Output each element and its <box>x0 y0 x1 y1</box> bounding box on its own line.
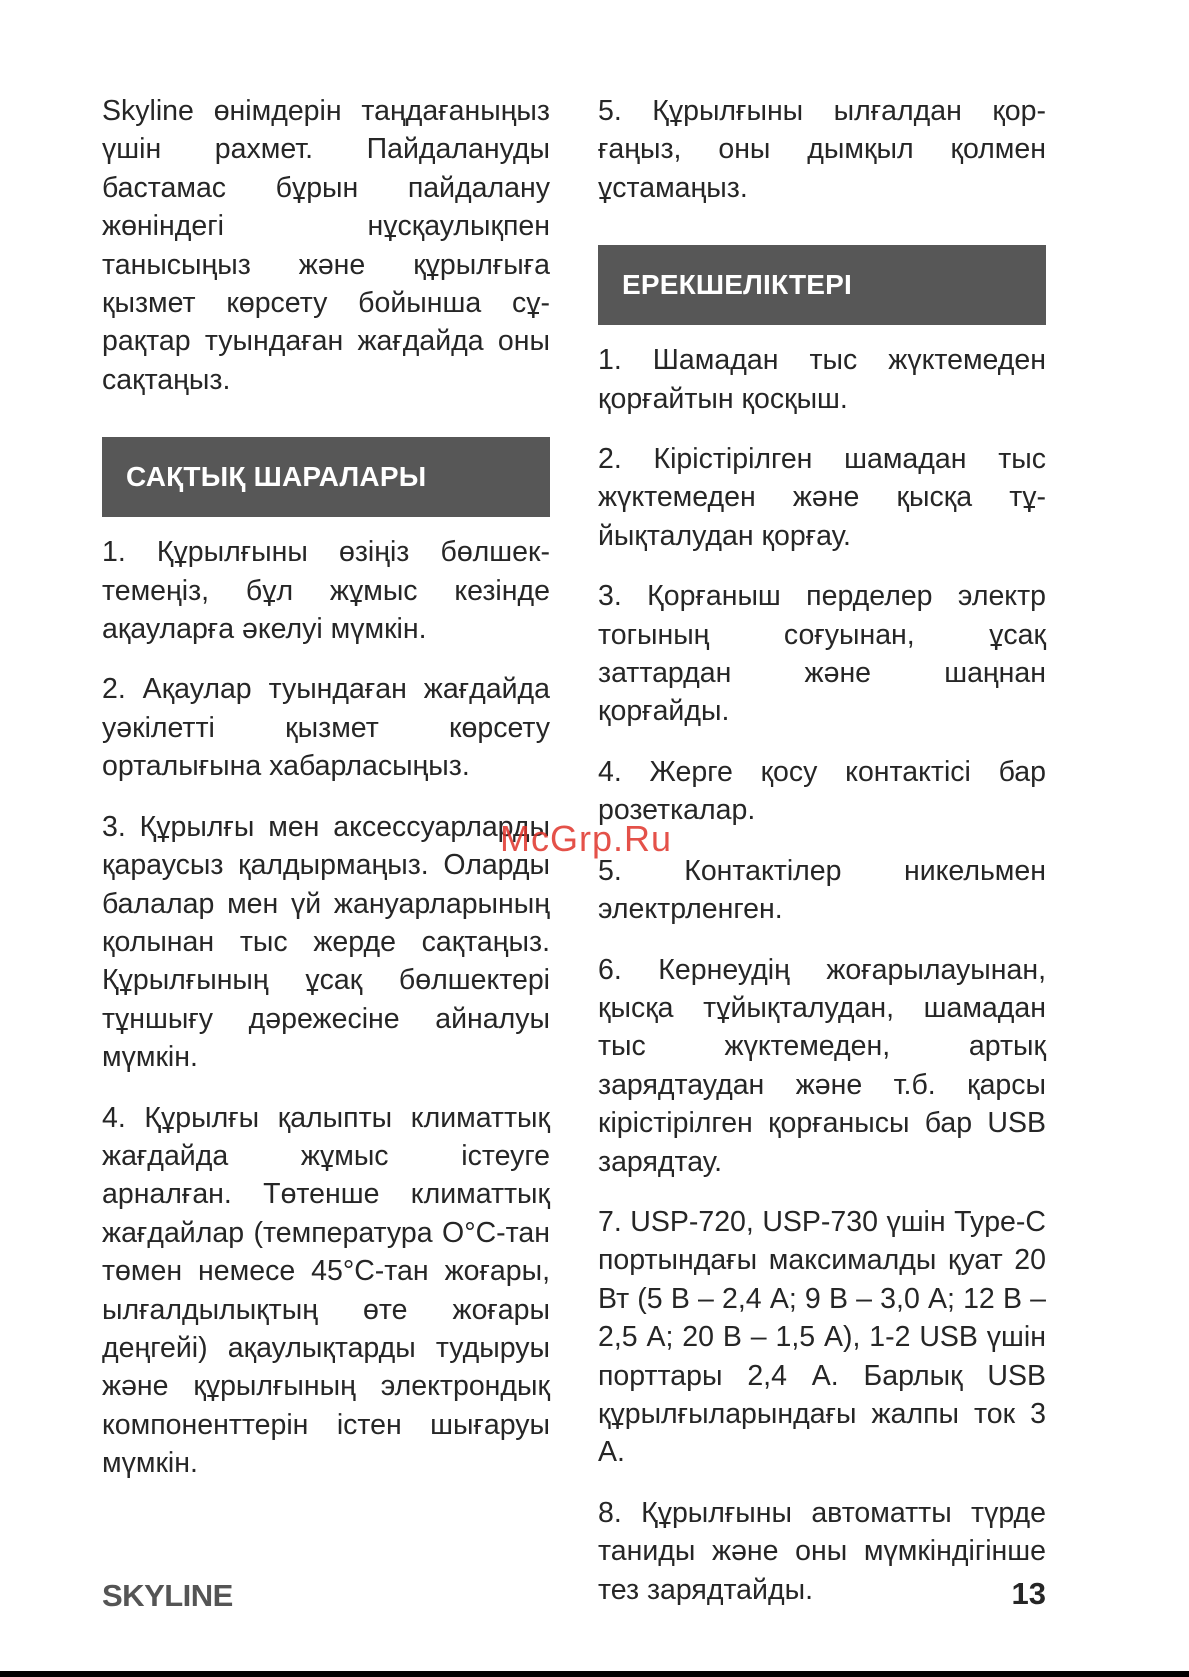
feature-item-7: 7. USP-720, USP-730 үшін Type-C портындағы максималды қуат 20 Вт (5 В – 2,4 А; 9 В – 3,0 А; 12 В – 2,5 А; 20 В – 1,5 А), 1-2 USB үшін порттары 2,4 А. Барлық USB құрылғыларындағы жалпы ток 3 А. <box>598 1205 1046 1469</box>
right-column <box>598 92 1046 1631</box>
safety-item-1: 1. Құрылғыны өзіңіз бөлшектемеңіз, бұл жұмыс кезінде ақауларға әкелуі мүмкін. <box>102 536 550 646</box>
feature-item-1: 1. Шамадан тыс жүктемеден қорғайтын қосқыш. <box>598 344 1046 415</box>
feature-item-3: 3. Қорғаныш перделер электр тогының соғуынан, ұсақ заттардан және шаңнан қорғайды. <box>598 580 1046 728</box>
bottom-border <box>0 1671 1189 1677</box>
safety-item-5: 5. Құрылғыны ылғалдан қорғаңыз, оны дымқыл қолмен ұстамаңыз. <box>598 95 1046 204</box>
feature-item-5: 5. Контактілер никельмен электрленген. <box>598 854 1046 926</box>
safety-item-2: 2. Ақаулар туындаған жағдайда уәкілетті қызмет көрсету орталығына хабарласыңыз. <box>102 673 550 783</box>
safety-item-3: 3. Құрылғы мен аксессуарларды қараусыз қалдырмаңыз. Оларды балалар мен үй жануарларының қолынан тыс жерде сақтаңыз. Құрылғының ұсақ бөлшектері тұншығу дәрежесіне айналуы мүмкін. <box>102 810 550 1074</box>
feature-item-8: 8. Құрылғыны автоматты түрде таниды және оны мүмкіндігінше тез зарядтайды. <box>598 1496 1046 1606</box>
feature-item-6: 6. Кернеудің жоғарылауынан, қысқа тұйықталудан, шамадан тыс жүктемеден, артық зарядтаудан және т.б. қарсы кірістірілген қорғанысы бар USB зарядтау. <box>598 953 1046 1178</box>
brand-logo: SKYLINE <box>102 1578 233 1613</box>
intro-paragraph: Skyline өнімдерін таңдағаныңыз үшін рахмет. Пайдалануды бастамас бұрын пайдалану жөніндегі нұсқаулықпен танысыңыз және құрылғыға қызмет көрсету бойынша сұрақтар туындаған жағдайда оны сақтаңыз. <box>102 95 550 396</box>
safety-item-4: 4. Құрылғы қалыпты климаттық жағдайда жұмыс істеуге арналған. Төтенше климаттық жағдайлар (температура О°С-тан төмен немесе 45°С-тан жоғары, ылғалдылықтың өте жоғары деңгейі) ақаулықтарды тудыруы және құрылғының электрондық компоненттерін істен шығаруы мүмкін. <box>102 1101 550 1480</box>
page-number: 13 <box>1011 1576 1046 1611</box>
watermark: McGrp.Ru <box>500 818 673 859</box>
features-section-header: ЕРЕКШЕЛІКТЕРІ <box>598 245 1046 325</box>
feature-item-2: 2. Кірістірілген шамадан тыс жүктемеден және қысқа тұйықталудан қорғау. <box>598 443 1046 552</box>
safety-section-header: САҚТЫҚ ШАРАЛАРЫ <box>102 437 550 517</box>
feature-item-4: 4. Жерге қосу контактісі бар розеткалар. <box>598 755 1046 827</box>
left-column <box>102 92 550 1505</box>
